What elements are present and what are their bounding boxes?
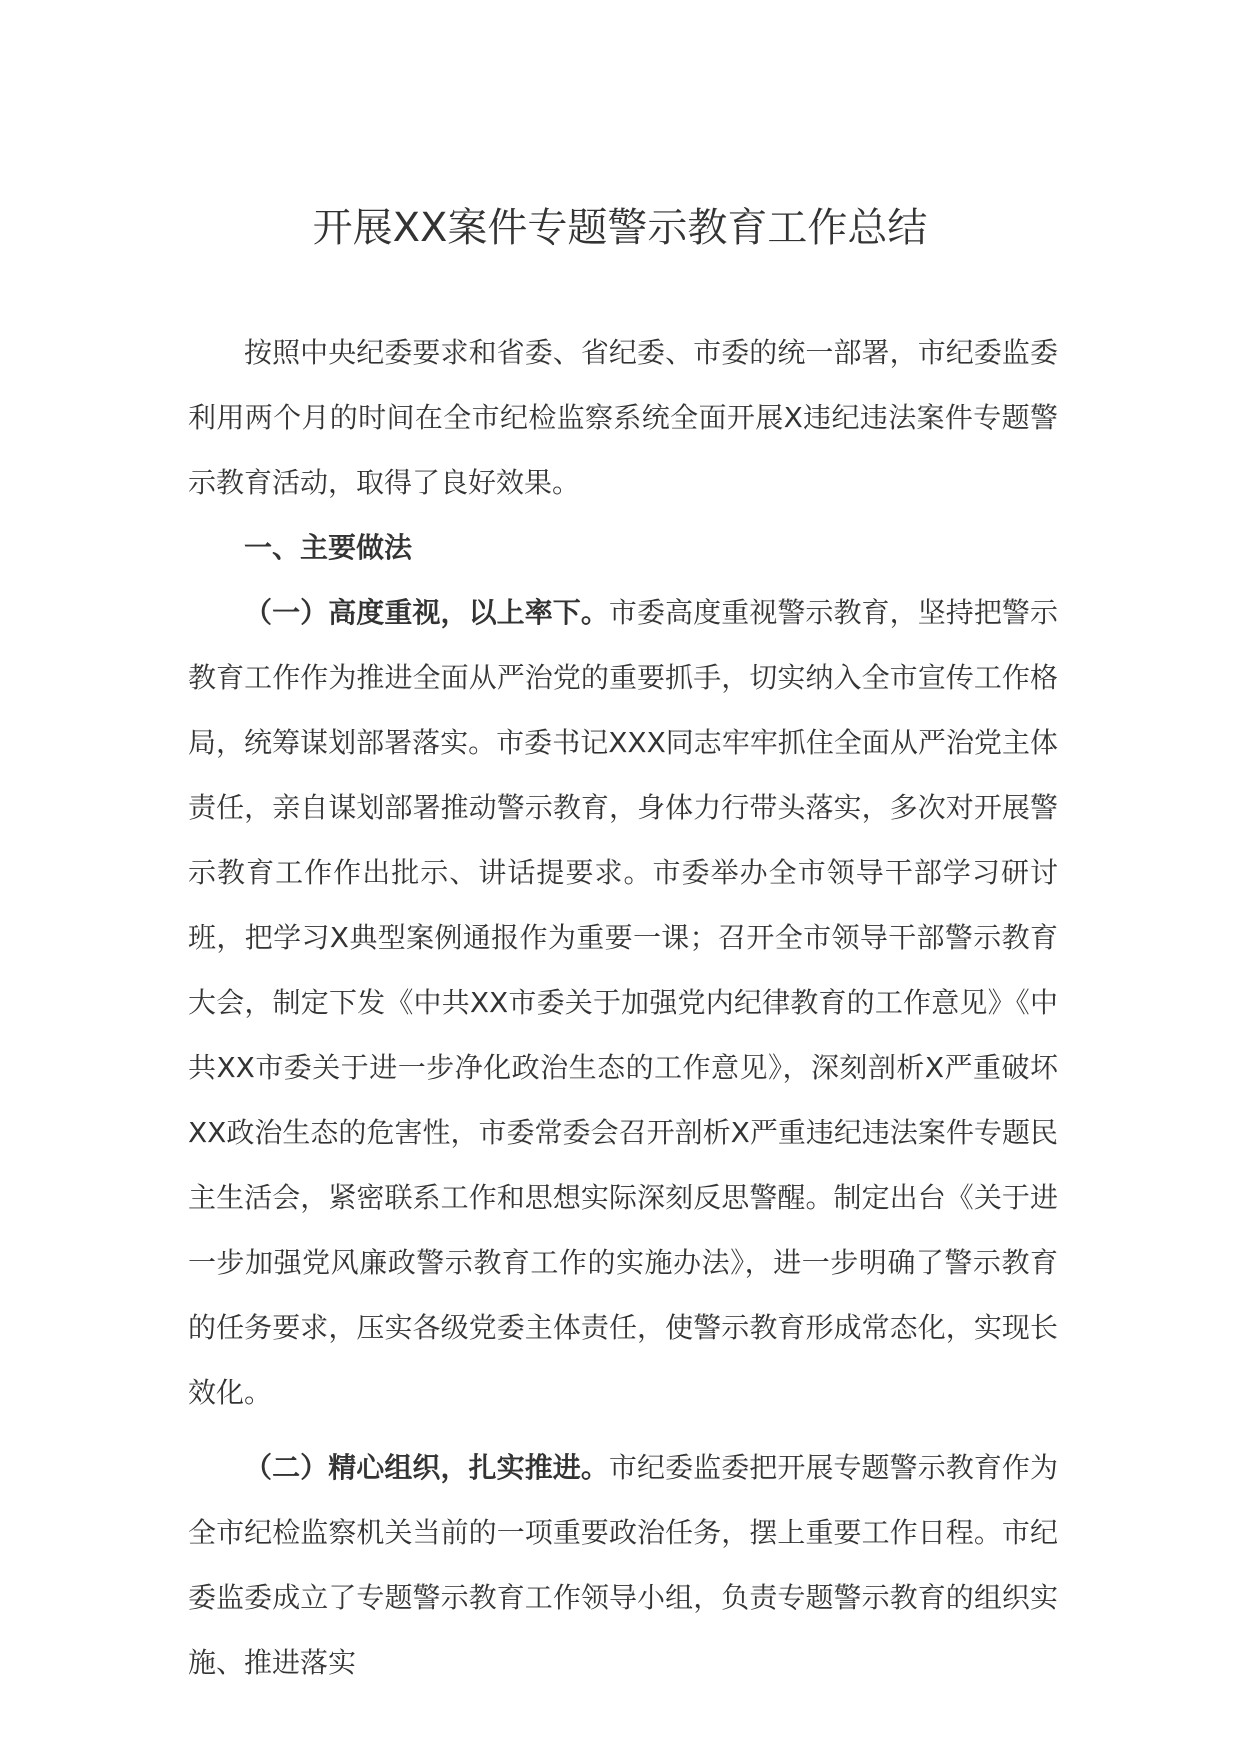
point-two-paragraph	[188, 1435, 1058, 1695]
point-one-paragraph	[188, 580, 1058, 1425]
intro-paragraph: 按照中央纪委要求和省委、省纪委、市委的统一部署，市纪委监委利用两个月的时间在全市纪检监察系统全面开展X违纪违法案件专题警示教育活动，取得了良好效果。	[188, 336, 1058, 499]
section-heading: 一、主要做法	[244, 531, 413, 564]
point-two-body: 市纪委监委把开展专题警示教育作为全市纪检监察机关当前的一项重要政治任务，摆上重要工作日程。市纪委监委成立了专题警示教育工作领导小组，负责专题警示教育的组织实施、推进落实	[188, 1451, 1058, 1679]
document-body	[188, 320, 1058, 1695]
point-two-lead: （二）精心组织，扎实推进。	[244, 1451, 609, 1484]
point-one-lead: （一）高度重视，以上率下。	[244, 596, 609, 629]
point-one-body: 市委高度重视警示教育，坚持把警示教育工作作为推进全面从严治党的重要抓手，切实纳入全市宣传工作格局，统筹谋划部署落实。市委书记XXX同志牢牢抓住全面从严治党主体责任，亲自谋划部署推动警示教育，身体力行带头落实，多次对开展警示教育工作作出批示、讲话提要求。市委举办全市领导干部学习研讨班，把学习X典型案例通报作为重要一课；召开全市领导干部警示教育大会，制定下发《中共XX市委关于加强党内纪律教育的工作意见》《中共XX市委关于进一步净化政治生态的工作意见》，深刻剖析X严重破坏XX政治生态的危害性，市委常委会召开剖析X严重违纪违法案件专题民主生活会，紧密联系工作和思想实际深刻反思警醒。制定出台《关于进一步加强党风廉政警示教育工作的实施办法》，进一步明确了警示教育的任务要求，压实各级党委主体责任，使警示教育形成常态化，实现长效化。	[188, 596, 1058, 1409]
document-title: 开展XX案件专题警示教育工作总结	[312, 205, 928, 251]
